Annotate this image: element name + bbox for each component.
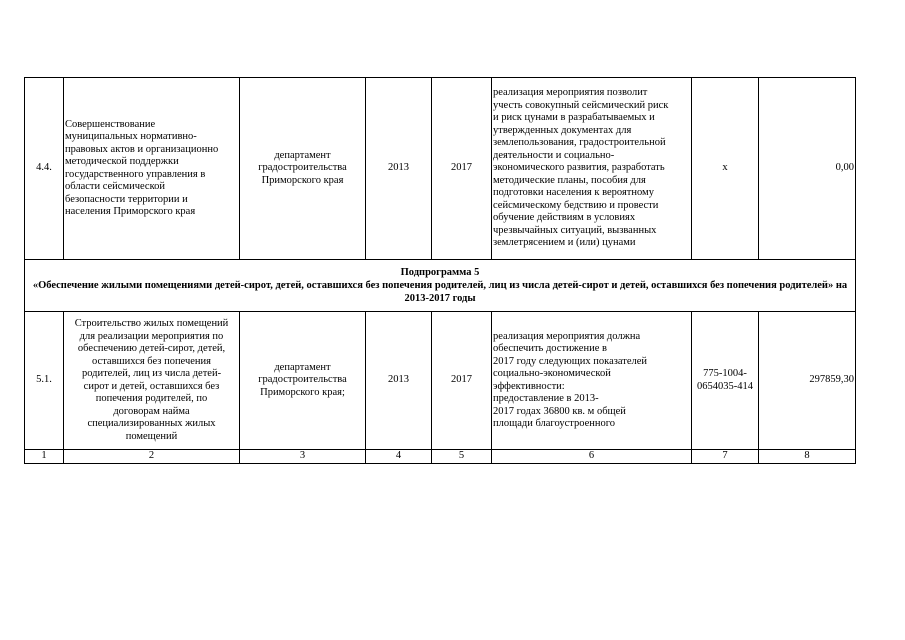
column-number: 6 [492, 450, 692, 464]
column-number: 5 [432, 450, 492, 464]
expected-result: реализация мероприятия позволит учесть совокупный сейсмический риск и риск цунами в разрабатываемых и утвержденных документах для землепользования, градостроительной деятельности и социально- экономического развития, разработать методические планы, пособия для подготовки населения к вероятному сейсмическому бедствию и провести обучение действиям в условиях чрезвычайных ситуаций, вызванных землетрясением и (или) цунами [492, 78, 692, 260]
measure-name: Строительство жилых помещений для реализации мероприятия по обеспечению детей-сирот, детей, оставшихся без попечения родителей, лиц из числа детей- сирот и детей, оставшихся без попечения родителей, по договорам найма специализированных жилых помещений [64, 312, 240, 450]
end-year: 2017 [432, 78, 492, 260]
expected-result: реализация мероприятия должна обеспечить достижение в 2017 году следующих показателей социально-экономической эффективности: предоставление в 2013- 2017 годах 36800 кв. м общей площади благоустроенного [492, 312, 692, 450]
subprogram-description: «Обеспечение жилыми помещениями детей-сирот, детей, оставшихся без попечения родителей, лиц из числа детей-сирот и детей, оставшихся без попечения родителей» на 2013-2017 годы [32, 280, 848, 304]
column-number: 2 [64, 450, 240, 464]
executor: департамент градостроительства Приморского края; [240, 312, 366, 450]
column-number: 8 [759, 450, 856, 464]
column-number: 3 [240, 450, 366, 464]
column-numbers-row [25, 450, 856, 464]
start-year: 2013 [366, 312, 432, 450]
column-number: 4 [366, 450, 432, 464]
table-row [25, 78, 856, 260]
amount: 0,00 [759, 78, 856, 260]
subprogram-header-row [25, 260, 856, 312]
measure-name: Совершенствование муниципальных нормативно- правовых актов и организационно методической поддержки государственного управления в области сейсмической безопасности территории и населения Приморского края [64, 78, 240, 260]
column-number: 1 [25, 450, 64, 464]
row-number: 5.1. [25, 312, 64, 450]
executor: департамент градостроительства Приморского края [240, 78, 366, 260]
end-year: 2017 [432, 312, 492, 450]
budget-code: х [692, 78, 759, 260]
subprogram-title: Подпрограмма 5 [400, 267, 480, 278]
budget-code: 775-1004- 0654035-414 [692, 312, 759, 450]
amount: 297859,30 [759, 312, 856, 450]
row-number: 4.4. [25, 78, 64, 260]
start-year: 2013 [366, 78, 432, 260]
program-table [24, 77, 856, 464]
subprogram-header [25, 260, 856, 312]
table-row [25, 312, 856, 450]
column-number: 7 [692, 450, 759, 464]
